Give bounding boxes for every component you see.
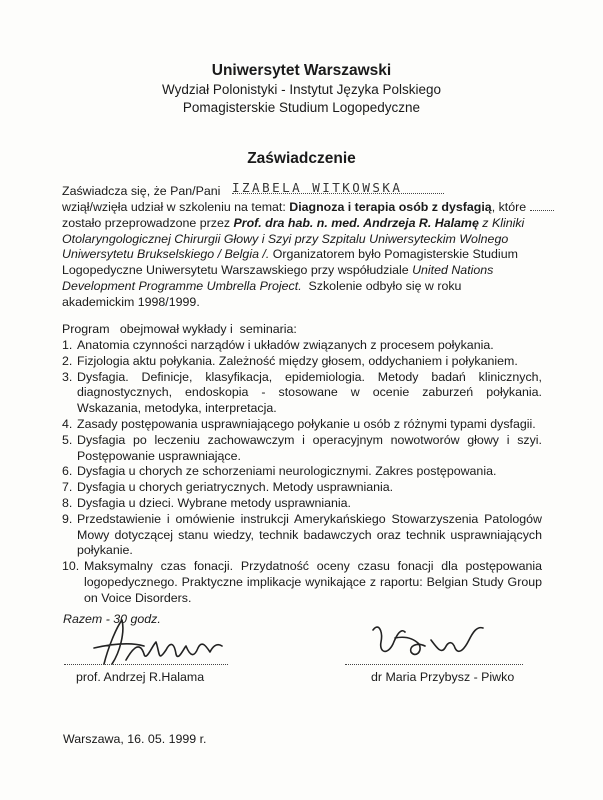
document-title: Zaświadczenie: [247, 150, 356, 167]
program-heading: [62, 322, 544, 338]
dotted-filler: [530, 210, 554, 211]
intro-line-5: [62, 263, 544, 279]
partner-name: Development Programme Umbrella Project.: [62, 278, 302, 293]
program-item-number: 9.: [62, 511, 73, 526]
program-item-number: 2.: [62, 353, 73, 368]
intro-line-2: [62, 216, 544, 232]
program-item-text: Dysfagia u dzieci. Wybrane metody usprawniania.: [77, 495, 351, 510]
intro-paragraph: [62, 200, 544, 311]
intro-text: zostało przeprowadzone przez: [62, 215, 234, 230]
program-item-text: Zasady postępowania usprawniającego połykanie u osób z różnymi typami dysfagii.: [77, 416, 536, 431]
signature-przybysz-piwko: [365, 618, 495, 670]
program-item: [62, 433, 542, 465]
intro-line-4: [62, 247, 544, 263]
program-item-text: Anatomia czynności narządów i układów związanych z procesem połykania.: [77, 338, 494, 352]
program-item: [62, 354, 542, 370]
intro-text: wziął/wzięła udział w szkoleniu na temat:: [62, 200, 290, 214]
intro-text: Logopedyczne Uniwersytetu Warszawskiego przy współudziale: [62, 263, 413, 278]
program-item-number: 8.: [62, 495, 73, 510]
university-name: Uniwersytet Warszawski: [211, 62, 392, 79]
intro-line-6: [62, 279, 544, 295]
program-item-text: Fizjologia aktu połykania. Zależność między głosem, oddychaniem i połykaniem.: [77, 353, 518, 368]
program-item-text: Dysfagia. Definicje, klasyfikacja, epidemiologia. Metody badań klinicznych, diagnostycznych, endoskopia - stosowane w ocenie zaburzeń połykania. Wskazania, metodyka, interpretacja.: [77, 369, 542, 416]
program-item: [62, 480, 542, 496]
program-item: [62, 496, 542, 512]
program-item: [62, 512, 542, 559]
program-item-text: Dysfagia u chorych geriatrycznych. Metody usprawniania.: [77, 480, 394, 495]
total-hours: Razem - 30 godz.: [63, 612, 161, 626]
program-item-number: 3.: [62, 369, 73, 384]
intro-text: Szkolenie odbyło się w roku: [301, 278, 462, 293]
program-item-number: 4.: [62, 416, 73, 431]
program-item-number: 6.: [62, 464, 73, 479]
program-item-text: Przedstawienie i omówienie instrukcji Amerykańskiego Stowarzyszenia Patologów Mowy dotyczącej stanu wiedzy, technik badawczych oraz technik usprawniających połykanie.: [77, 511, 542, 558]
partner-name: United Nations: [412, 263, 494, 278]
program-item: [62, 370, 542, 417]
handwritten-name: IZABELA WITKOWSKA: [232, 180, 403, 195]
intro-text: Uniwersytetu Brukselskiego / Belgia /.: [62, 247, 270, 262]
program-item-number: 1.: [62, 338, 73, 352]
program-item-number: 7.: [62, 480, 73, 495]
intro-line-7: akademickim 1998/1999.: [62, 294, 200, 309]
intro-text: Organizatorem było Pomagisterskie Studium: [269, 247, 518, 262]
signature-line-1: [64, 664, 228, 665]
signature-halama: [82, 612, 234, 672]
certify-prefix: Zaświadcza się, że Pan/Pani: [62, 184, 221, 198]
program-item: [62, 464, 542, 480]
program-list: [62, 338, 542, 607]
study-name: Pomagisterskie Studium Logopedyczne: [182, 100, 421, 115]
faculty-name: Wydział Polonistyki - Instytut Języka Polskiego: [162, 82, 441, 97]
program-item: [62, 338, 542, 354]
signature-line-2: [345, 664, 523, 665]
program-item-number: 5.: [62, 432, 73, 447]
intro-line-1: [62, 200, 544, 216]
signatory-2-name: dr Maria Przybysz - Piwko: [371, 670, 515, 684]
signatory-1-name: prof. Andrzej R.Halama: [76, 670, 205, 684]
program-item-text: Dysfagia u chorych ze schorzeniami neurologicznymi. Zakres postępowania.: [77, 464, 497, 479]
program-item-text: Dysfagia po leczeniu zachowawczym i operacyjnym nowotworów głowy i szyi. Postępowanie usprawniające.: [77, 432, 542, 463]
intro-text: , które: [491, 200, 527, 214]
intro-line-3: Otolaryngologicznej Chirurgii Głowy i Szyi przy Szpitalu Uniwersyteckim Wolnego: [62, 231, 509, 246]
program-item: [62, 559, 542, 606]
name-dotted-line: [232, 193, 444, 194]
program-item-text: Maksymalny czas fonacji. Przydatność oceny czasu fonacji dla postępowania logopedycznego. Praktyczne implikacje wynikające z raportu: Belgian Study Group on Voice Disorders.: [84, 559, 542, 605]
lecturer-name: Prof. dra hab. n. med. Andrzeja R. Halamę: [233, 215, 479, 230]
training-topic: Diagnoza i terapia osób z dysfagią: [289, 200, 492, 214]
program-item: [62, 417, 542, 433]
intro-text: z Kliniki: [478, 215, 525, 230]
program-item-number: 10.: [62, 559, 80, 574]
place-date: Warszawa, 16. 05. 1999 r.: [63, 732, 207, 746]
program-heading-text: Program obejmował wykłady i seminaria:: [62, 322, 297, 336]
